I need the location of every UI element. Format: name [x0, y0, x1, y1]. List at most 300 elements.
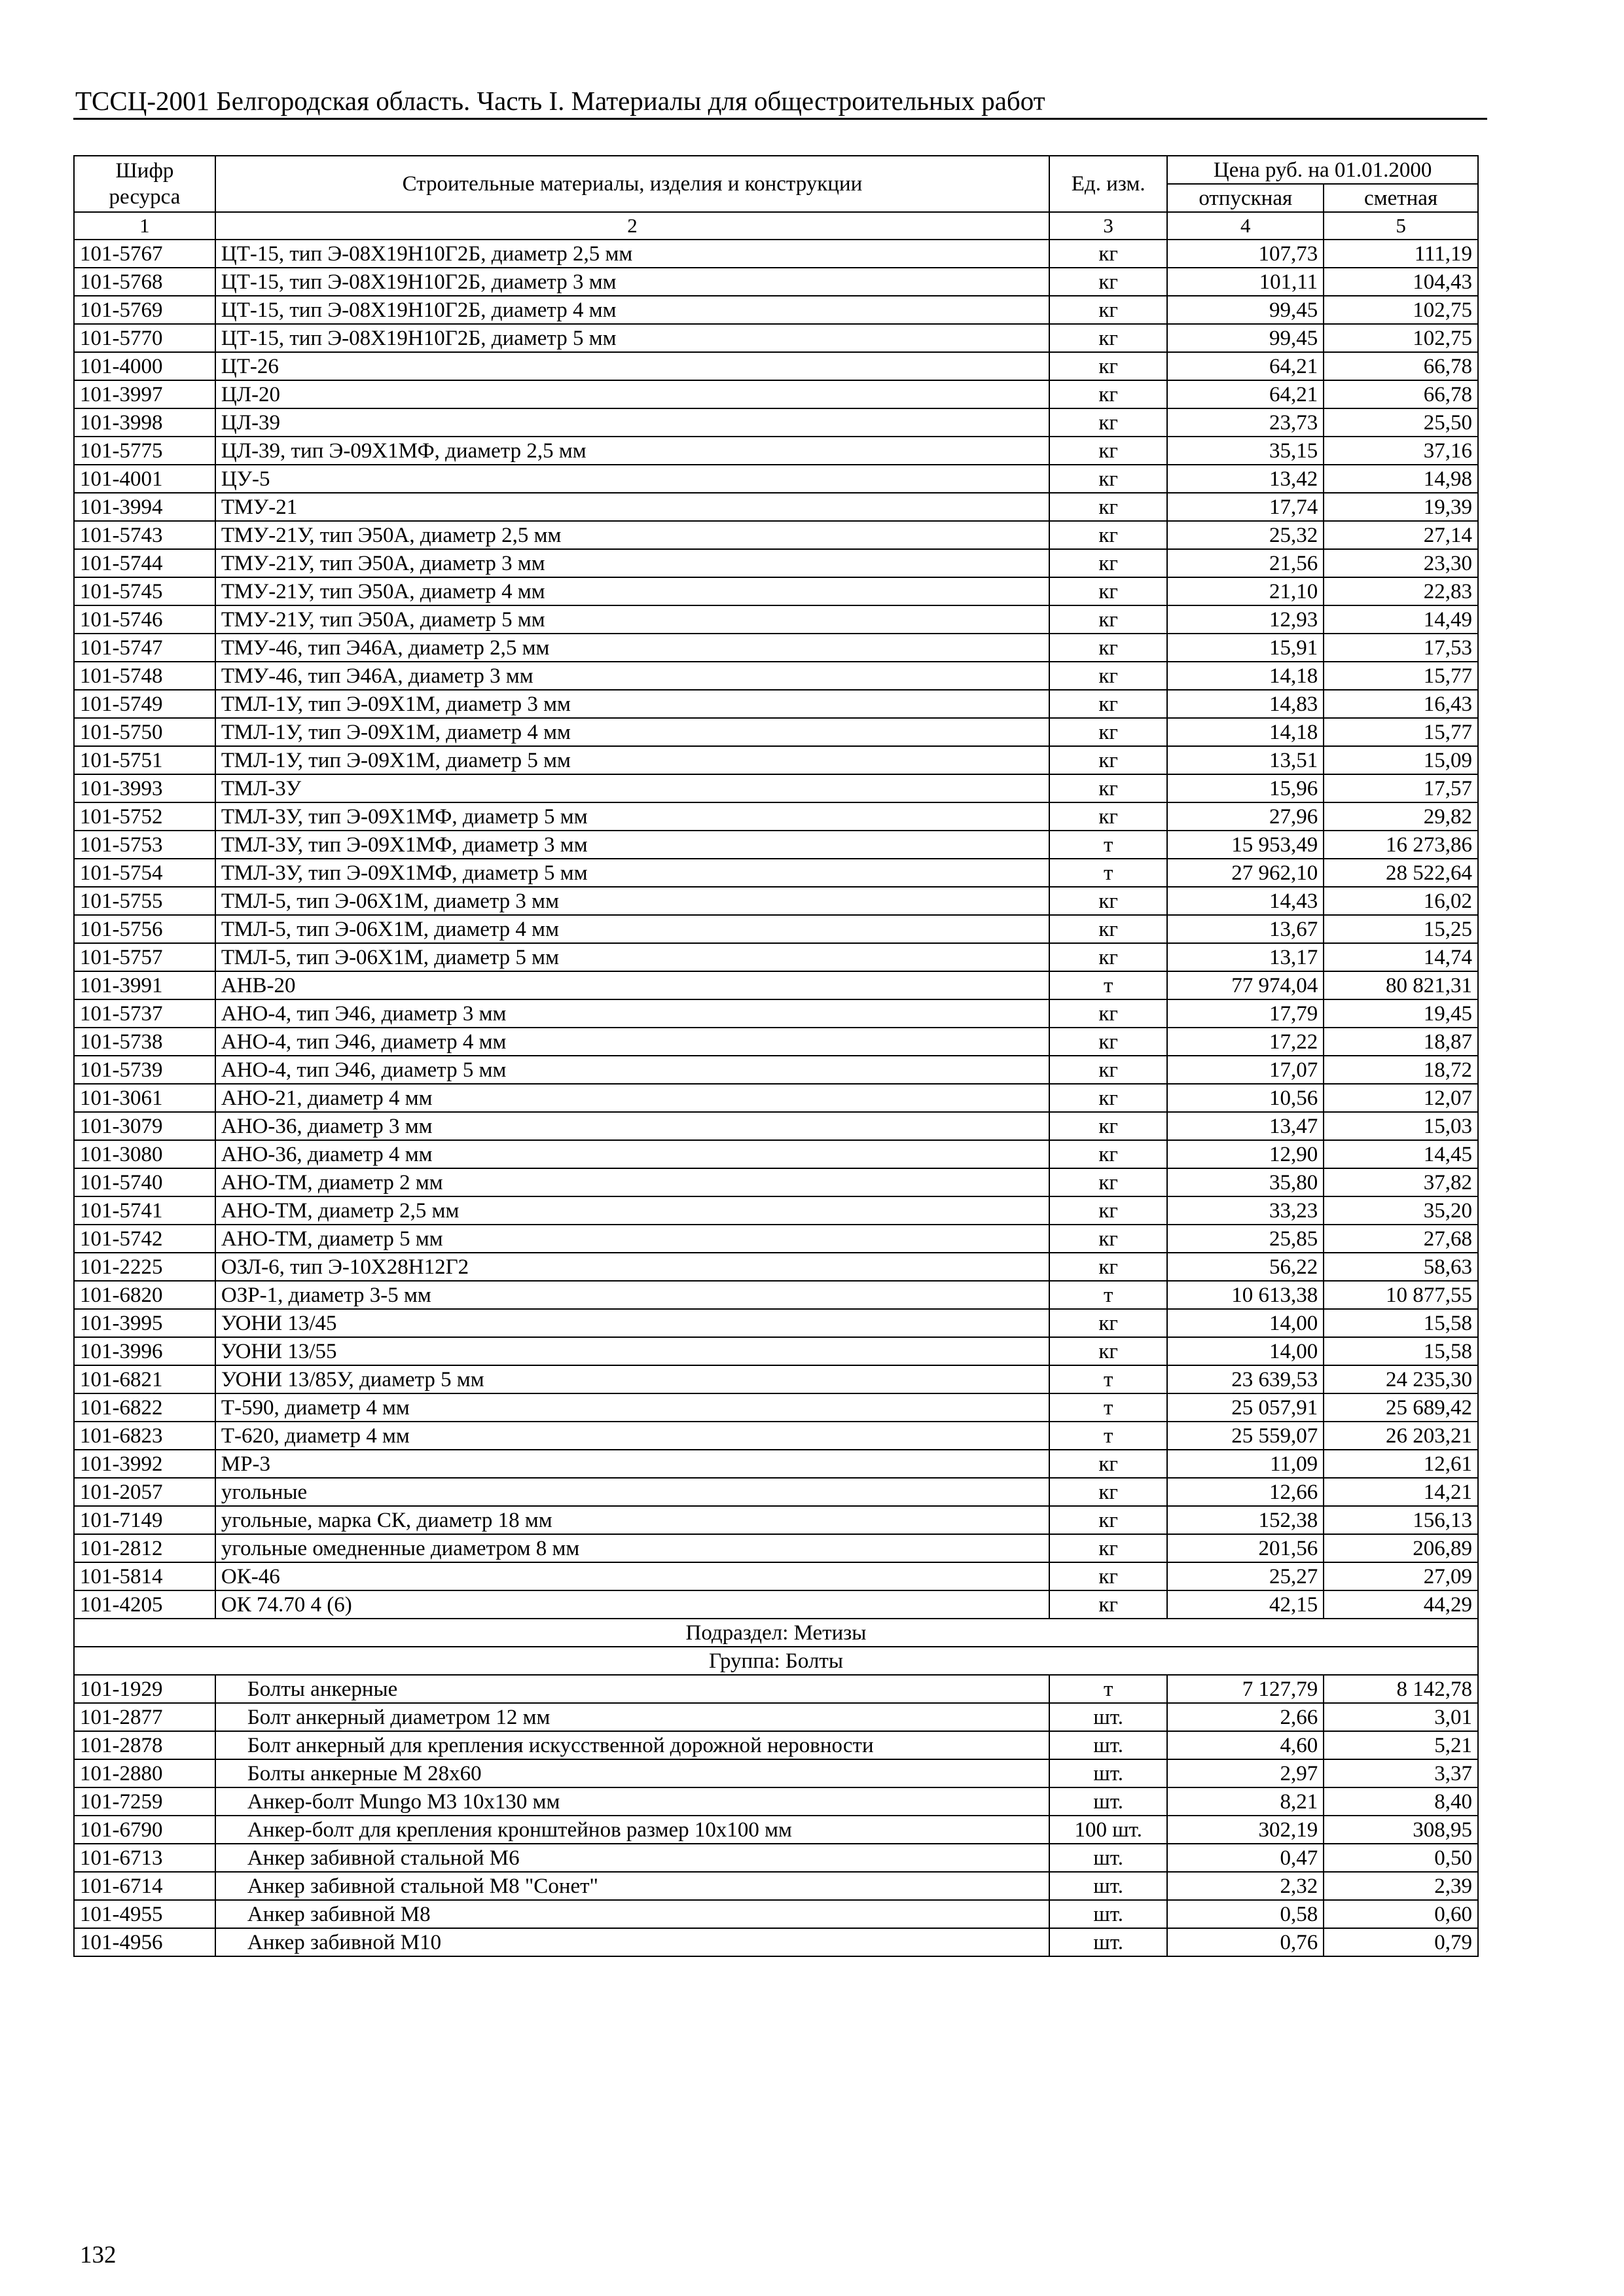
price-release: 14,00 — [1167, 1309, 1324, 1337]
unit: кг — [1049, 887, 1167, 915]
material-name: Болт анкерный для крепления искусственной дорожной неровности — [215, 1731, 1049, 1759]
resource-code: 101-5753 — [74, 831, 215, 859]
table-row — [74, 465, 1478, 493]
price-release: 0,76 — [1167, 1928, 1324, 1956]
price-estimate: 8 142,78 — [1324, 1675, 1478, 1703]
resource-code: 101-3998 — [74, 408, 215, 437]
resource-code: 101-5751 — [74, 746, 215, 774]
material-name: ТМУ-21 — [215, 493, 1049, 521]
resource-code: 101-5768 — [74, 268, 215, 296]
column-number: 1 — [74, 212, 215, 240]
resource-code: 101-3079 — [74, 1112, 215, 1140]
price-estimate: 156,13 — [1324, 1506, 1478, 1534]
price-release: 25 559,07 — [1167, 1422, 1324, 1450]
unit: шт. — [1049, 1731, 1167, 1759]
table-row — [74, 1562, 1478, 1590]
unit: кг — [1049, 1562, 1167, 1590]
unit: т — [1049, 1393, 1167, 1422]
resource-code: 101-4205 — [74, 1590, 215, 1619]
table-row — [74, 1056, 1478, 1084]
resource-code: 101-4956 — [74, 1928, 215, 1956]
material-name: ТМЛ-3У, тип Э-09Х1МФ, диаметр 3 мм — [215, 831, 1049, 859]
unit: кг — [1049, 634, 1167, 662]
price-release: 21,10 — [1167, 577, 1324, 605]
unit: кг — [1049, 1309, 1167, 1337]
price-estimate: 104,43 — [1324, 268, 1478, 296]
unit: кг — [1049, 915, 1167, 943]
price-release: 35,80 — [1167, 1168, 1324, 1196]
unit: кг — [1049, 1253, 1167, 1281]
material-name: АНО-ТМ, диаметр 2 мм — [215, 1168, 1049, 1196]
table-row — [74, 240, 1478, 268]
resource-code: 101-3991 — [74, 971, 215, 999]
price-estimate: 3,37 — [1324, 1759, 1478, 1787]
table-row — [74, 1675, 1478, 1703]
unit: т — [1049, 971, 1167, 999]
price-release: 302,19 — [1167, 1816, 1324, 1844]
material-name: Болт анкерный диаметром 12 мм — [215, 1703, 1049, 1731]
resource-code: 101-5738 — [74, 1028, 215, 1056]
table-row — [74, 1337, 1478, 1365]
table-row — [74, 915, 1478, 943]
price-estimate: 27,68 — [1324, 1225, 1478, 1253]
resource-code: 101-3080 — [74, 1140, 215, 1168]
price-estimate: 27,09 — [1324, 1562, 1478, 1590]
price-release: 13,17 — [1167, 943, 1324, 971]
price-estimate: 17,53 — [1324, 634, 1478, 662]
price-estimate: 15,03 — [1324, 1112, 1478, 1140]
price-release: 23 639,53 — [1167, 1365, 1324, 1393]
unit: т — [1049, 1422, 1167, 1450]
price-release: 0,47 — [1167, 1844, 1324, 1872]
price-estimate: 111,19 — [1324, 240, 1478, 268]
price-release: 10 613,38 — [1167, 1281, 1324, 1309]
price-release: 13,51 — [1167, 746, 1324, 774]
price-release: 35,15 — [1167, 437, 1324, 465]
price-estimate: 0,79 — [1324, 1928, 1478, 1956]
header-name: Строительные материалы, изделия и конструкции — [215, 156, 1049, 212]
table-row — [74, 887, 1478, 915]
page-header-title: ТССЦ-2001 Белгородская область. Часть I. Материалы для общестроительных работ — [75, 86, 1045, 116]
resource-code: 101-5775 — [74, 437, 215, 465]
unit: шт. — [1049, 1928, 1167, 1956]
price-estimate: 12,61 — [1324, 1450, 1478, 1478]
table-row — [74, 296, 1478, 324]
price-estimate: 19,39 — [1324, 493, 1478, 521]
table-row — [74, 971, 1478, 999]
material-name: ОЗР-1, диаметр 3-5 мм — [215, 1281, 1049, 1309]
header-unit: Ед. изм. — [1049, 156, 1167, 212]
resource-code: 101-5814 — [74, 1562, 215, 1590]
material-name: Болты анкерные М 28х60 — [215, 1759, 1049, 1787]
material-name: УОНИ 13/45 — [215, 1309, 1049, 1337]
price-release: 25,85 — [1167, 1225, 1324, 1253]
unit: шт. — [1049, 1872, 1167, 1900]
header-code: Шифр ресурса — [74, 156, 215, 212]
price-release: 99,45 — [1167, 296, 1324, 324]
price-estimate: 66,78 — [1324, 380, 1478, 408]
price-estimate: 26 203,21 — [1324, 1422, 1478, 1450]
material-name: АНО-36, диаметр 4 мм — [215, 1140, 1049, 1168]
table-row — [74, 802, 1478, 831]
material-name: ТМЛ-5, тип Э-06Х1М, диаметр 4 мм — [215, 915, 1049, 943]
unit: кг — [1049, 268, 1167, 296]
material-name: АНО-ТМ, диаметр 5 мм — [215, 1225, 1049, 1253]
price-estimate: 15,58 — [1324, 1309, 1478, 1337]
unit: кг — [1049, 1168, 1167, 1196]
column-numbers-row — [74, 212, 1478, 240]
resource-code: 101-4000 — [74, 352, 215, 380]
price-release: 33,23 — [1167, 1196, 1324, 1225]
unit: кг — [1049, 690, 1167, 718]
resource-code: 101-5744 — [74, 549, 215, 577]
price-release: 99,45 — [1167, 324, 1324, 352]
header-price-release: отпускная — [1167, 184, 1324, 212]
table-row — [74, 268, 1478, 296]
material-name: Т-590, диаметр 4 мм — [215, 1393, 1049, 1422]
unit: кг — [1049, 240, 1167, 268]
unit: кг — [1049, 999, 1167, 1028]
table-row — [74, 408, 1478, 437]
material-name: Анкер забивной М8 — [215, 1900, 1049, 1928]
table-row — [74, 1225, 1478, 1253]
price-estimate: 12,07 — [1324, 1084, 1478, 1112]
price-estimate: 8,40 — [1324, 1787, 1478, 1816]
resource-code: 101-3995 — [74, 1309, 215, 1337]
price-estimate: 18,87 — [1324, 1028, 1478, 1056]
price-release: 11,09 — [1167, 1450, 1324, 1478]
resource-code: 101-1929 — [74, 1675, 215, 1703]
price-estimate: 17,57 — [1324, 774, 1478, 802]
resource-code: 101-5749 — [74, 690, 215, 718]
table-row — [74, 1787, 1478, 1816]
material-name: ТМУ-46, тип Э46А, диаметр 3 мм — [215, 662, 1049, 690]
table-row — [74, 493, 1478, 521]
resource-code: 101-3993 — [74, 774, 215, 802]
price-release: 13,67 — [1167, 915, 1324, 943]
price-estimate: 29,82 — [1324, 802, 1478, 831]
material-name: ЦТ-15, тип Э-08Х19Н10Г2Б, диаметр 2,5 мм — [215, 240, 1049, 268]
material-name: ОК 74.70 4 (6) — [215, 1590, 1049, 1619]
price-estimate: 15,25 — [1324, 915, 1478, 943]
unit: кг — [1049, 437, 1167, 465]
price-release: 17,07 — [1167, 1056, 1324, 1084]
price-estimate: 22,83 — [1324, 577, 1478, 605]
unit: кг — [1049, 1196, 1167, 1225]
price-release: 21,56 — [1167, 549, 1324, 577]
price-estimate: 80 821,31 — [1324, 971, 1478, 999]
unit: кг — [1049, 296, 1167, 324]
unit: кг — [1049, 662, 1167, 690]
unit: кг — [1049, 521, 1167, 549]
price-estimate: 15,77 — [1324, 662, 1478, 690]
resource-code: 101-6823 — [74, 1422, 215, 1450]
price-estimate: 0,60 — [1324, 1900, 1478, 1928]
price-estimate: 14,74 — [1324, 943, 1478, 971]
table-row — [74, 859, 1478, 887]
page-number: 132 — [80, 2242, 117, 2269]
unit: кг — [1049, 1084, 1167, 1112]
material-name: ОЗЛ-6, тип Э-10Х28Н12Г2 — [215, 1253, 1049, 1281]
resource-code: 101-4001 — [74, 465, 215, 493]
unit: 100 шт. — [1049, 1816, 1167, 1844]
table-row — [74, 662, 1478, 690]
unit: кг — [1049, 1225, 1167, 1253]
resource-code: 101-5767 — [74, 240, 215, 268]
resource-code: 101-5750 — [74, 718, 215, 746]
unit: шт. — [1049, 1787, 1167, 1816]
unit: кг — [1049, 1112, 1167, 1140]
resource-code: 101-2225 — [74, 1253, 215, 1281]
price-release: 42,15 — [1167, 1590, 1324, 1619]
unit: кг — [1049, 718, 1167, 746]
material-name: АНО-36, диаметр 3 мм — [215, 1112, 1049, 1140]
unit: шт. — [1049, 1900, 1167, 1928]
resource-code: 101-7149 — [74, 1506, 215, 1534]
unit: кг — [1049, 577, 1167, 605]
price-estimate: 25 689,42 — [1324, 1393, 1478, 1422]
table-row — [74, 1253, 1478, 1281]
unit: т — [1049, 1365, 1167, 1393]
electrodes-rows — [74, 240, 1478, 1619]
table-row — [74, 577, 1478, 605]
header-price: Цена руб. на 01.01.2000 — [1167, 156, 1478, 184]
column-number: 5 — [1324, 212, 1478, 240]
price-release: 17,74 — [1167, 493, 1324, 521]
price-release: 64,21 — [1167, 352, 1324, 380]
material-name: АНО-21, диаметр 4 мм — [215, 1084, 1049, 1112]
price-release: 101,11 — [1167, 268, 1324, 296]
resource-code: 101-3061 — [74, 1084, 215, 1112]
resource-code: 101-5740 — [74, 1168, 215, 1196]
resource-code: 101-6821 — [74, 1365, 215, 1393]
material-name: ЦЛ-39 — [215, 408, 1049, 437]
table-row — [74, 1534, 1478, 1562]
price-estimate: 15,58 — [1324, 1337, 1478, 1365]
price-estimate: 14,21 — [1324, 1478, 1478, 1506]
price-estimate: 206,89 — [1324, 1534, 1478, 1562]
price-estimate: 19,45 — [1324, 999, 1478, 1028]
column-number: 4 — [1167, 212, 1324, 240]
material-name: ТМЛ-5, тип Э-06Х1М, диаметр 3 мм — [215, 887, 1049, 915]
material-name: ЦТ-15, тип Э-08Х19Н10Г2Б, диаметр 5 мм — [215, 324, 1049, 352]
resource-code: 101-6714 — [74, 1872, 215, 1900]
material-name: МР-3 — [215, 1450, 1049, 1478]
unit: кг — [1049, 493, 1167, 521]
price-release: 56,22 — [1167, 1253, 1324, 1281]
price-estimate: 37,16 — [1324, 437, 1478, 465]
material-name: угольные, марка СК, диаметр 18 мм — [215, 1506, 1049, 1534]
material-name: ОК-46 — [215, 1562, 1049, 1590]
table-row — [74, 549, 1478, 577]
material-name: УОНИ 13/85У, диаметр 5 мм — [215, 1365, 1049, 1393]
price-release: 2,32 — [1167, 1872, 1324, 1900]
material-name: ЦУ-5 — [215, 465, 1049, 493]
unit: кг — [1049, 802, 1167, 831]
resource-code: 101-2877 — [74, 1703, 215, 1731]
unit: кг — [1049, 549, 1167, 577]
price-release: 15,96 — [1167, 774, 1324, 802]
table-row — [74, 1703, 1478, 1731]
unit: кг — [1049, 746, 1167, 774]
table-row — [74, 1450, 1478, 1478]
table-header — [74, 156, 1478, 240]
resource-code: 101-2880 — [74, 1759, 215, 1787]
unit: кг — [1049, 1506, 1167, 1534]
unit: т — [1049, 831, 1167, 859]
table-row — [74, 1084, 1478, 1112]
table-row — [74, 1028, 1478, 1056]
resource-code: 101-2812 — [74, 1534, 215, 1562]
price-release: 13,42 — [1167, 465, 1324, 493]
price-release: 2,66 — [1167, 1703, 1324, 1731]
table-row — [74, 1844, 1478, 1872]
price-estimate: 15,77 — [1324, 718, 1478, 746]
material-name: Болты анкерные — [215, 1675, 1049, 1703]
resource-code: 101-5745 — [74, 577, 215, 605]
price-release: 27,96 — [1167, 802, 1324, 831]
material-name: Анкер забивной М10 — [215, 1928, 1049, 1956]
material-name: Анкер-болт Mungo M3 10x130 мм — [215, 1787, 1049, 1816]
material-name: ТМЛ-3У, тип Э-09Х1МФ, диаметр 5 мм — [215, 802, 1049, 831]
price-release: 12,93 — [1167, 605, 1324, 634]
material-name: ТМЛ-1У, тип Э-09Х1М, диаметр 5 мм — [215, 746, 1049, 774]
material-name: Т-620, диаметр 4 мм — [215, 1422, 1049, 1450]
material-name: ТМЛ-3У — [215, 774, 1049, 802]
price-release: 17,79 — [1167, 999, 1324, 1028]
material-name: ТМУ-21У, тип Э50А, диаметр 3 мм — [215, 549, 1049, 577]
price-release: 14,18 — [1167, 718, 1324, 746]
bolts-rows — [74, 1675, 1478, 1956]
resource-code: 101-5741 — [74, 1196, 215, 1225]
price-release: 8,21 — [1167, 1787, 1324, 1816]
resource-code: 101-6822 — [74, 1393, 215, 1422]
resource-code: 101-6790 — [74, 1816, 215, 1844]
price-estimate: 308,95 — [1324, 1816, 1478, 1844]
table-row — [74, 380, 1478, 408]
price-estimate: 66,78 — [1324, 352, 1478, 380]
table-row — [74, 831, 1478, 859]
unit: кг — [1049, 1337, 1167, 1365]
column-number: 2 — [215, 212, 1049, 240]
price-release: 0,58 — [1167, 1900, 1324, 1928]
table-row — [74, 1478, 1478, 1506]
unit: т — [1049, 1281, 1167, 1309]
price-estimate: 44,29 — [1324, 1590, 1478, 1619]
material-name: АНВ-20 — [215, 971, 1049, 999]
resource-code: 101-4955 — [74, 1900, 215, 1928]
unit: кг — [1049, 774, 1167, 802]
price-release: 15 953,49 — [1167, 831, 1324, 859]
material-name: Анкер забивной стальной М6 — [215, 1844, 1049, 1872]
unit: кг — [1049, 1028, 1167, 1056]
price-estimate: 27,14 — [1324, 521, 1478, 549]
section-heading — [74, 1619, 1478, 1675]
unit: кг — [1049, 605, 1167, 634]
price-estimate: 15,09 — [1324, 746, 1478, 774]
unit: кг — [1049, 324, 1167, 352]
table-row — [74, 718, 1478, 746]
price-release: 27 962,10 — [1167, 859, 1324, 887]
table-row — [74, 1900, 1478, 1928]
price-estimate: 5,21 — [1324, 1731, 1478, 1759]
unit: т — [1049, 859, 1167, 887]
table-row — [74, 521, 1478, 549]
price-release: 107,73 — [1167, 240, 1324, 268]
resource-code: 101-2057 — [74, 1478, 215, 1506]
material-name: Анкер-болт для крепления кронштейнов размер 10х100 мм — [215, 1816, 1049, 1844]
table-row — [74, 605, 1478, 634]
resource-code: 101-2878 — [74, 1731, 215, 1759]
price-release: 64,21 — [1167, 380, 1324, 408]
material-name: Анкер забивной стальной М8 "Сонет" — [215, 1872, 1049, 1900]
table-row — [74, 1816, 1478, 1844]
material-name: АНО-ТМ, диаметр 2,5 мм — [215, 1196, 1049, 1225]
column-number: 3 — [1049, 212, 1167, 240]
material-name: УОНИ 13/55 — [215, 1337, 1049, 1365]
price-estimate: 16 273,86 — [1324, 831, 1478, 859]
unit: кг — [1049, 465, 1167, 493]
price-release: 25,27 — [1167, 1562, 1324, 1590]
unit: кг — [1049, 1450, 1167, 1478]
price-release: 17,22 — [1167, 1028, 1324, 1056]
resource-code: 101-5769 — [74, 296, 215, 324]
table-row — [74, 324, 1478, 352]
table-row — [74, 1872, 1478, 1900]
material-name: ТМУ-21У, тип Э50А, диаметр 4 мм — [215, 577, 1049, 605]
material-name: АНО-4, тип Э46, диаметр 5 мм — [215, 1056, 1049, 1084]
price-release: 2,97 — [1167, 1759, 1324, 1787]
table-row — [74, 352, 1478, 380]
resource-code: 101-5746 — [74, 605, 215, 634]
price-release: 14,43 — [1167, 887, 1324, 915]
price-release: 14,00 — [1167, 1337, 1324, 1365]
price-estimate: 24 235,30 — [1324, 1365, 1478, 1393]
unit: кг — [1049, 1590, 1167, 1619]
table-row — [74, 746, 1478, 774]
material-name: ТМУ-46, тип Э46А, диаметр 2,5 мм — [215, 634, 1049, 662]
price-estimate: 2,39 — [1324, 1872, 1478, 1900]
table-row — [74, 1506, 1478, 1534]
price-estimate: 23,30 — [1324, 549, 1478, 577]
resource-code: 101-5747 — [74, 634, 215, 662]
price-table — [73, 155, 1479, 1957]
resource-code: 101-5737 — [74, 999, 215, 1028]
unit: шт. — [1049, 1844, 1167, 1872]
price-estimate: 14,98 — [1324, 465, 1478, 493]
price-release: 14,18 — [1167, 662, 1324, 690]
resource-code: 101-3994 — [74, 493, 215, 521]
resource-code: 101-5748 — [74, 662, 215, 690]
resource-code: 101-5743 — [74, 521, 215, 549]
section-title: Подраздел: Метизы — [74, 1619, 1478, 1647]
material-name: ЦТ-15, тип Э-08Х19Н10Г2Б, диаметр 3 мм — [215, 268, 1049, 296]
resource-code: 101-5739 — [74, 1056, 215, 1084]
material-name: ТМЛ-3У, тип Э-09Х1МФ, диаметр 5 мм — [215, 859, 1049, 887]
price-estimate: 16,02 — [1324, 887, 1478, 915]
material-name: ТМУ-21У, тип Э50А, диаметр 5 мм — [215, 605, 1049, 634]
price-release: 14,83 — [1167, 690, 1324, 718]
material-name: ТМЛ-1У, тип Э-09Х1М, диаметр 3 мм — [215, 690, 1049, 718]
price-release: 23,73 — [1167, 408, 1324, 437]
resource-code: 101-6713 — [74, 1844, 215, 1872]
unit: кг — [1049, 352, 1167, 380]
price-release: 13,47 — [1167, 1112, 1324, 1140]
price-estimate: 10 877,55 — [1324, 1281, 1478, 1309]
material-name: ЦТ-26 — [215, 352, 1049, 380]
table-row — [74, 1365, 1478, 1393]
price-release: 25 057,91 — [1167, 1393, 1324, 1422]
